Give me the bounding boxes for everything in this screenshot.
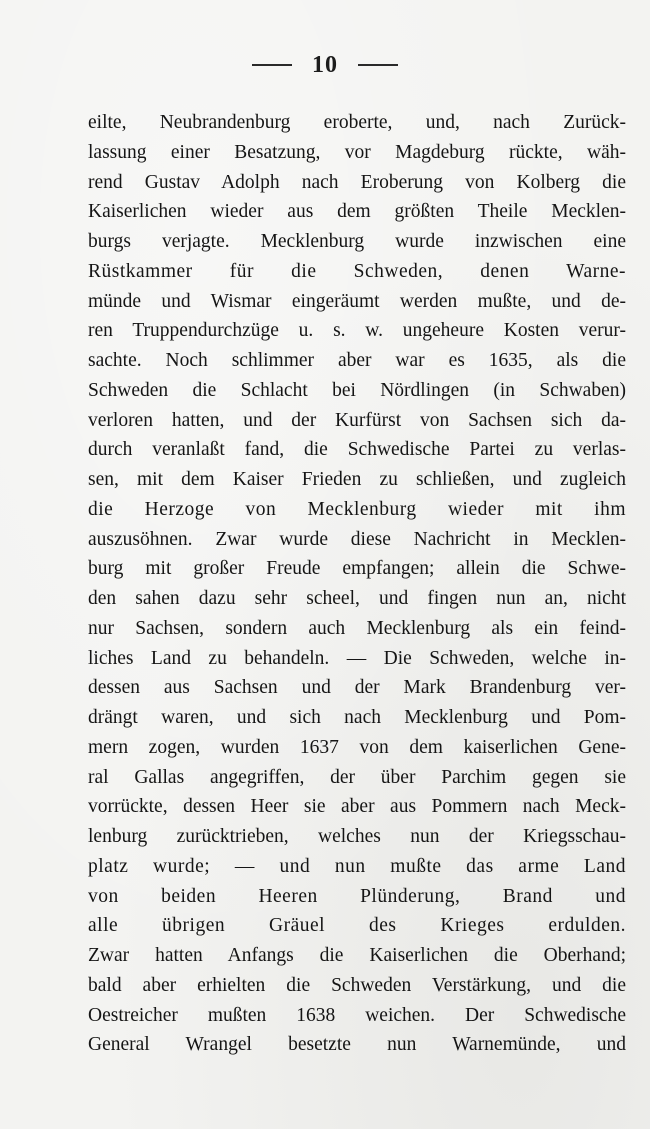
text-line: vorrückte, dessen Heer sie aber aus Pommern nach Meck- — [88, 796, 626, 818]
text-line: Rüstkammer für die Schweden, denen Warne- — [88, 260, 626, 282]
text-line: mern zogen, wurden 1637 von dem kaiserlichen Gene- — [88, 736, 626, 758]
text-line: von beiden Heeren Plünderung, Brand und — [88, 885, 626, 907]
text-line: drängt waren, und sich nach Mecklenburg und Pom- — [88, 707, 626, 728]
text-line: lenburg zurücktrieben, welches nun der Kriegsschau- — [88, 826, 626, 847]
text-line: ral Gallas angegriffen, der über Parchim gegen sie — [88, 766, 626, 788]
text-line: durch veranlaßt fand, die Schwedische Partei zu verlas- — [88, 439, 626, 461]
text-line: Kaiserlichen wieder aus dem größten Theile Mecklen- — [88, 201, 626, 223]
text-line: nur Sachsen, sondern auch Mecklenburg als ein feind- — [88, 617, 626, 639]
page-number-value: 10 — [312, 52, 338, 78]
text-line: burgs verjagte. Mecklenburg wurde inzwischen eine — [88, 231, 626, 252]
text-line: eilte, Neubrandenburg eroberte, und, nach Zurück- — [88, 112, 626, 133]
text-line: platz wurde; — und nun mußte das arme Land — [88, 855, 626, 877]
text-line: münde und Wismar eingeräumt werden mußte, und de- — [88, 290, 626, 312]
text-line: burg mit großer Freude empfangen; allein die Schwe- — [88, 558, 626, 580]
text-line: sen, mit dem Kaiser Frieden zu schließen, und zugleich — [88, 469, 626, 490]
text-line: dessen aus Sachsen und der Mark Brandenburg ver- — [88, 677, 626, 699]
text-line: die Herzoge von Mecklenburg wieder mit ihm — [88, 498, 626, 520]
text-line: General Wrangel besetzte nun Warnemünde, und — [88, 1034, 626, 1056]
text-line: sachte. Noch schlimmer aber war es 1635, als die — [88, 350, 626, 371]
text-line: liches Land zu behandeln. — Die Schweden, welche in- — [88, 647, 626, 669]
text-line: Zwar hatten Anfangs die Kaiserlichen die Oberhand; — [88, 945, 626, 966]
text-line: rend Gustav Adolph nach Eroberung von Kolberg die — [88, 171, 626, 193]
page-number-dash-right — [358, 64, 398, 66]
page-number — [0, 52, 650, 79]
text-line: bald aber erhielten die Schweden Verstärkung, und die — [88, 974, 626, 996]
text-line: Oestreicher mußten 1638 weichen. Der Schwedische — [88, 1004, 626, 1026]
text-line: verloren hatten, und der Kurfürst von Sachsen sich da- — [88, 409, 626, 431]
text-line: alle übrigen Gräuel des Krieges erdulden. — [88, 915, 626, 937]
page-number-dash-left — [252, 64, 292, 66]
text-line: auszusöhnen. Zwar wurde diese Nachricht in Mecklen- — [88, 528, 626, 550]
text-line: Schweden die Schlacht bei Nördlingen (in Schwaben) — [88, 379, 626, 401]
text-line: den sahen dazu sehr scheel, und fingen nun an, nicht — [88, 588, 626, 609]
text-line: lassung einer Besatzung, vor Magdeburg rückte, wäh- — [88, 141, 626, 163]
text-line: ren Truppendurchzüge u. s. w. ungeheure Kosten verur- — [88, 320, 626, 342]
body-text — [88, 108, 626, 1060]
